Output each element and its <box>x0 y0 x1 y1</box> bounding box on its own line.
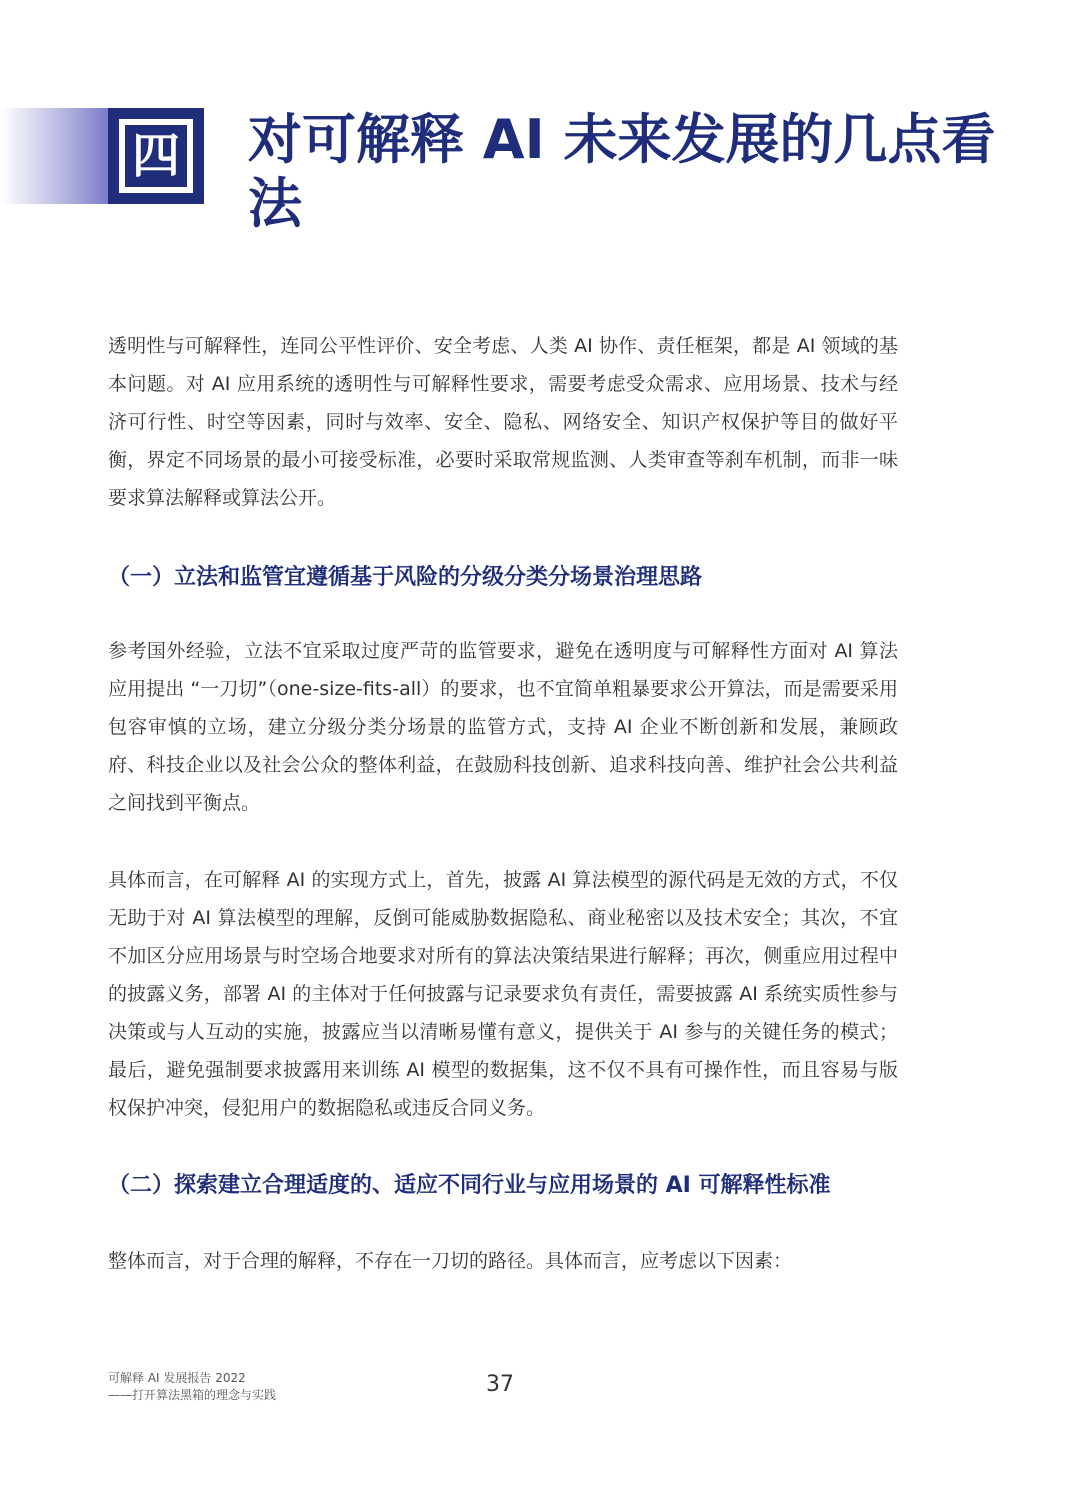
chapter-number: 四 <box>119 119 193 193</box>
section-heading-1: （一）立法和监管宜遵循基于风险的分级分类分场景治理思路 <box>108 565 703 590</box>
footer-document-title <box>108 1370 276 1404</box>
decorative-gradient-bar <box>0 108 108 204</box>
chapter-title: 对可解释 AI 未来发展的几点看法 <box>248 108 996 235</box>
footer-subtitle: ——打开算法黑箱的理念与实践 <box>108 1388 277 1402</box>
footer-title: 可解释 AI 发展报告 2022 <box>108 1371 246 1385</box>
section1-paragraph-1: 参考国外经验，立法不宜采取过度严苛的监管要求，避免在透明度与可解释性方面对 AI 算法应用提出 “一刀切”（one-size-fits-all）的要求，也不宜简单粗暴要求公开算法，而是需要采用包容审慎的立场，建立分级分类分场景的监管方式，支持 AI 企业不断创新和发展，兼顾政府、科技企业以及社会公众的整体利益，在鼓励科技创新、追求科技向善、维护社会公共利益之间找到平衡点。 <box>108 640 898 814</box>
page-number: 37 <box>486 1372 514 1397</box>
section1-paragraph-2: 具体而言，在可解释 AI 的实现方式上，首先，披露 AI 算法模型的源代码是无效的方式，不仅无助于对 AI 算法模型的理解，反倒可能威胁数据隐私、商业秘密以及技术安全；其次，不宜不加区分应用场景与时空场合地要求对所有的算法决策结果进行解释；再次，侧重应用过程中的披露义务，部署 AI 的主体对于任何披露与记录要求负有责任，需要披露 AI 系统实质性参与决策或与人互动的实施，披露应当以清晰易懂有意义，提供关于 AI 参与的关键任务的模式；最后，避免强制要求披露用来训练 AI 模型的数据集，这不仅不具有可操作性，而且容易与版权保护冲突，侵犯用户的数据隐私或违反合同义务。 <box>108 869 898 1119</box>
section-heading-2: （二）探索建立合理适度的、适应不同行业与应用场景的 AI 可解释性标准 <box>108 1173 831 1198</box>
section2-paragraph-1: 整体而言，对于合理的解释，不存在一刀切的路径。具体而言，应考虑以下因素： <box>108 1250 793 1272</box>
intro-paragraph: 透明性与可解释性，连同公平性评价、安全考虑、人类 AI 协作、责任框架，都是 AI 领域的基本问题。对 AI 应用系统的透明性与可解释性要求，需要考虑受众需求、应用场景、技术与经济可行性、时空等因素，同时与效率、安全、隐私、网络安全、知识产权保护等目的做好平衡，界定不同场景的最小可接受标准，必要时采取常规监测、人类审查等刹车机制，而非一味要求算法解释或算法公开。 <box>108 335 898 509</box>
chapter-number-badge <box>108 108 204 204</box>
